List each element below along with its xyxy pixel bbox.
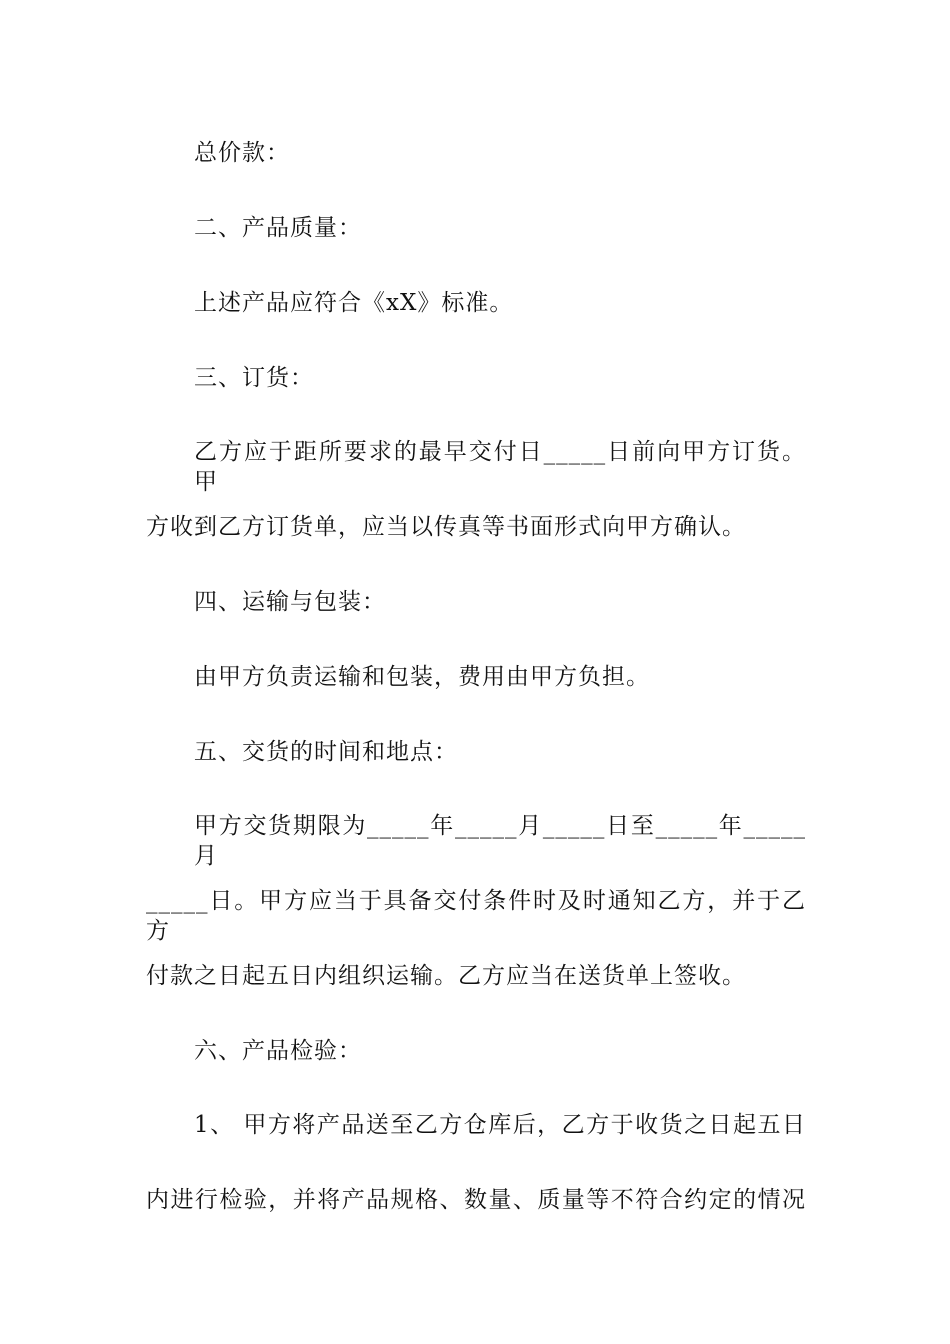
section-5-text-line-1: 甲方交货期限为_____年_____月_____日至_____年_____月 <box>194 813 806 869</box>
section-5-text-line-2: _____日。甲方应当于具备交付条件时及时通知乙方，并于乙方 <box>146 888 806 944</box>
section-5-text-line-3: 付款之日起五日内组织运输。乙方应当在送货单上签收。 <box>146 963 746 989</box>
total-price-label: 总价款： <box>194 140 290 166</box>
section-2-heading: 二、产品质量： <box>194 215 362 241</box>
section-6-item-1-line-1: 1、 甲方将产品送至乙方仓库后，乙方于收货之日起五日 <box>194 1112 806 1138</box>
section-4-text: 由甲方负责运输和包装，费用由甲方负担。 <box>194 664 650 690</box>
section-3-heading: 三、订货： <box>194 365 314 391</box>
section-3-text-line-2: 方收到乙方订货单，应当以传真等书面形式向甲方确认。 <box>146 514 746 540</box>
section-6-item-1-line-2: 内进行检验，并将产品规格、数量、质量等不符合约定的情况 <box>146 1187 806 1213</box>
section-6-heading: 六、产品检验： <box>194 1038 362 1064</box>
section-3-text-line-1: 乙方应于距所要求的最早交付日_____日前向甲方订货。甲 <box>194 439 806 495</box>
section-5-heading: 五、交货的时间和地点： <box>194 739 458 765</box>
section-4-heading: 四、运输与包装： <box>194 589 386 615</box>
section-2-text: 上述产品应符合《xX》标准。 <box>194 290 514 316</box>
